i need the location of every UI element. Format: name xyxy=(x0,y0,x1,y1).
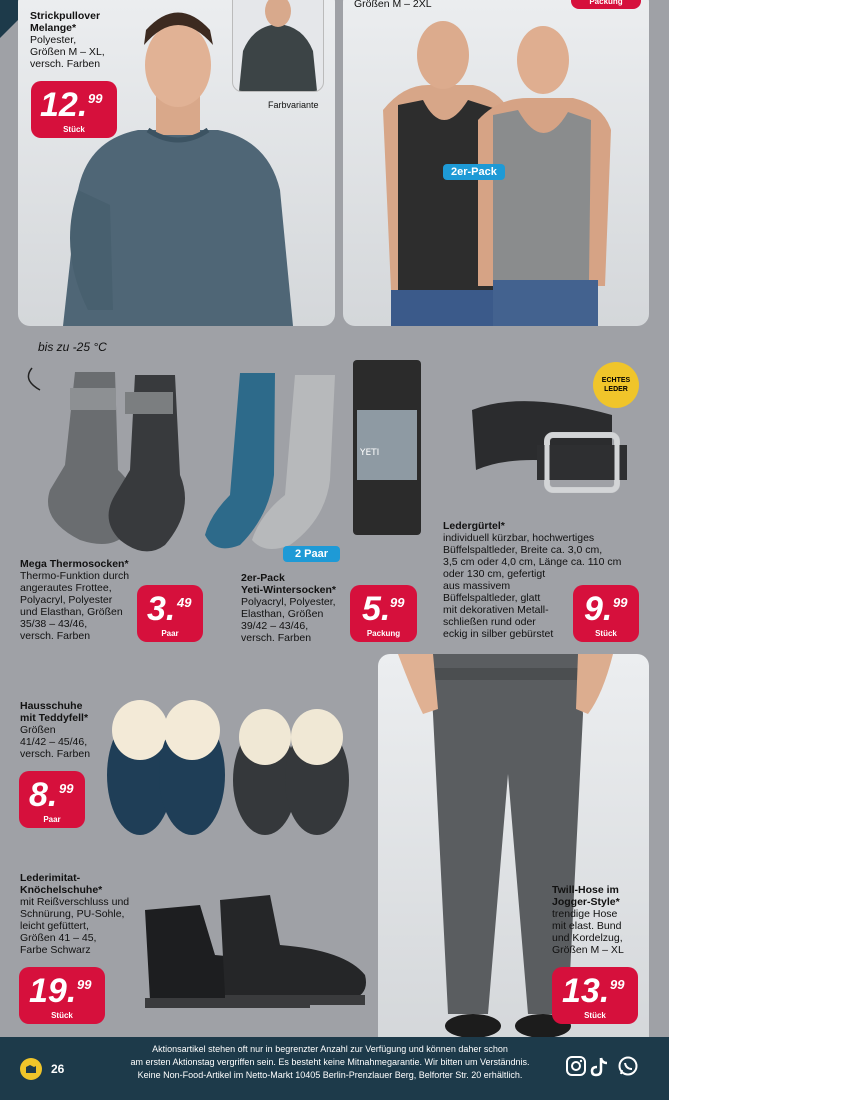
tiktok-icon[interactable] xyxy=(592,1058,607,1075)
belt-price-cents: 99 xyxy=(613,595,628,610)
scottie-dog-icon xyxy=(20,1058,42,1080)
variant-illustration xyxy=(233,0,323,91)
thermosocks-name: Mega Thermosocken* xyxy=(20,558,129,570)
boots-price xyxy=(19,967,105,1024)
slippers-name: Hausschuhe mit Teddyfell* xyxy=(20,700,89,724)
page-number: 26 xyxy=(51,1062,65,1076)
boots-price-main: 19. xyxy=(29,972,77,1010)
pullover-name: Strickpullover Melange* xyxy=(30,10,101,34)
yetisocks-name: 2er-Pack Yeti-Wintersocken* xyxy=(241,572,337,596)
pullover-text xyxy=(30,10,150,70)
pants-desc: trendige Hose mit elast. Bund und Kordelzug, Größen M – XL xyxy=(552,908,624,956)
pullover-desc: Polyester, Größen M – XL, versch. Farben xyxy=(30,34,105,70)
pants-text xyxy=(552,884,647,956)
pants-name: Twill-Hose im Jogger-Style* xyxy=(552,884,620,908)
pullover-price-main: 12. xyxy=(40,86,88,124)
netto-logo-icon xyxy=(20,1058,42,1080)
slippers-price-unit: Paar xyxy=(43,815,61,824)
slippers-desc: Größen 41/42 – 45/46, versch. Farben xyxy=(20,724,91,760)
thermosocks-price-unit: Paar xyxy=(161,629,179,638)
thermosocks-text xyxy=(20,558,150,642)
boots-text xyxy=(20,872,150,956)
instagram-icon[interactable] xyxy=(567,1057,585,1075)
belt-price-main: 9. xyxy=(584,590,613,628)
thermosocks-price-cents: 49 xyxy=(177,595,192,610)
tanktop-models-illustration xyxy=(343,0,649,326)
pants-price-cents: 99 xyxy=(610,977,625,992)
pants-price-main: 13. xyxy=(562,972,610,1010)
belt-name: Ledergürtel* xyxy=(443,520,505,532)
yeti-pack-text: YETI xyxy=(360,448,380,458)
yetisocks-price-cents: 99 xyxy=(390,595,405,610)
leather-seal-text: ECHTES LEDER xyxy=(601,377,631,393)
pullover-price xyxy=(31,81,117,138)
pullover-price-unit: Stück xyxy=(63,125,85,134)
boots-desc: mit Reißverschluss und Schnürung, PU-Sohle, leicht gefüttert, Größen 41 – 45, Farbe Schwarz xyxy=(20,896,130,956)
belt-price xyxy=(573,585,639,642)
tanktop-price-unit: Packung xyxy=(589,0,623,6)
slippers-text xyxy=(20,700,120,760)
yetisocks-price-main: 5. xyxy=(362,590,391,628)
slippers-illustration xyxy=(100,685,370,845)
yetisocks-badge: 2 Paar xyxy=(283,546,340,562)
boots-name: Lederimitat- Knöchelschuhe* xyxy=(20,872,103,896)
variant-label: Farbvariante xyxy=(268,100,319,110)
page-footer xyxy=(0,1037,669,1100)
thermosocks-note: bis zu -25 °C xyxy=(38,340,107,354)
social-icons-svg xyxy=(566,1055,641,1077)
social-icons xyxy=(566,1055,641,1077)
boots-price-unit: Stück xyxy=(51,1011,73,1020)
leather-seal xyxy=(593,362,639,408)
boots-price-cents: 99 xyxy=(77,977,92,992)
yetisocks-price-unit: Packung xyxy=(366,629,401,638)
whatsapp-icon[interactable] xyxy=(620,1058,637,1075)
tanktop-sizes: Größen M – 2XL xyxy=(354,0,432,10)
slippers-price-cents: 99 xyxy=(59,781,74,796)
belt-desc: individuell kürzbar, hochwertiges Büffelspaltleder, Breite ca. 3,0 cm, 3,5 cm oder 4,0 cm, Länge ca. 110 cm oder 130 cm, gefertigt aus massivem Büffelspaltleder, glatt mit dekorativen Metall- schließen rund oder eckig in silber gebürstet xyxy=(443,532,622,640)
yetisocks-price xyxy=(350,585,417,642)
thermosocks-illustration xyxy=(20,360,200,580)
pants-price xyxy=(552,967,638,1024)
boots-illustration xyxy=(130,890,370,1030)
thermosocks-price xyxy=(137,585,203,642)
yetisocks-illustration xyxy=(200,355,430,555)
footer-disclaimer: Aktionsartikel stehen oft nur in begrenzter Anzahl zur Verfügung und können daher schon am ersten Aktionstag vergriffen sein. Es besteht keine Mitnahmegarantie. Wir bitten um Verständnis. Keine Non-Food-Artikel im Netto-Markt 10405 Berlin-Prenzlauer Berg, Belforter Str. 20 erhältlich. xyxy=(130,1044,530,1080)
belt-price-unit: Stück xyxy=(595,629,617,638)
yetisocks-desc: Polyacryl, Polyester, Elasthan, Größen 39/42 – 43/46, versch. Farben xyxy=(241,596,336,644)
tanktop-price-corner xyxy=(571,0,641,9)
tanktop-pack-badge: 2er-Pack xyxy=(443,164,505,180)
pullover-variant-photo xyxy=(232,0,324,92)
tanktop-photo xyxy=(343,0,649,326)
pullover-price-cents: 99 xyxy=(88,91,103,106)
pants-price-unit: Stück xyxy=(584,1011,606,1020)
thermosocks-desc: Thermo-Funktion durch angerautes Frottee, Polyacryl, Polyester und Elasthan, Größen 35/38 – 43/46, versch. Farben xyxy=(20,570,130,642)
slippers-price xyxy=(19,771,85,828)
slippers-price-main: 8. xyxy=(29,776,58,814)
thermosocks-price-main: 3. xyxy=(147,590,176,628)
